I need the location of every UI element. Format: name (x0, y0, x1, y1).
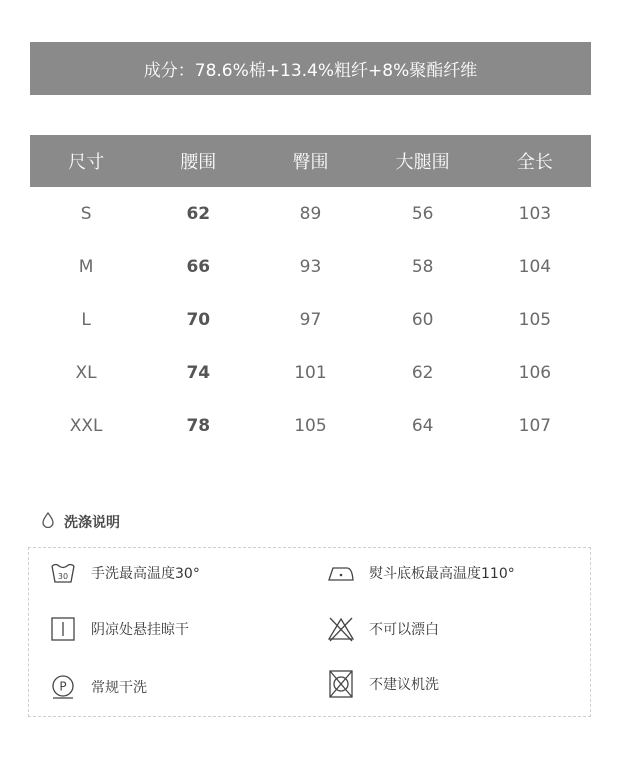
table-row (30, 240, 591, 293)
care-label: 不建议机洗 (369, 677, 439, 693)
cell-size: XXL (69, 415, 103, 436)
no-tumble-dry-icon (327, 670, 355, 698)
iron-icon (327, 559, 355, 587)
cell-size: XL (75, 362, 97, 383)
care-item-no-bleach (327, 615, 439, 643)
composition-text: 成分：78.6%棉+13.4%粗纤+8%聚酯纤维 (143, 61, 478, 81)
svg-text:P: P (59, 679, 67, 694)
hang-dry-icon (49, 615, 77, 643)
care-label: 阴凉处悬挂晾干 (91, 622, 189, 638)
cell-thigh: 64 (411, 415, 434, 436)
cell-thigh: 58 (411, 256, 434, 277)
cell-waist: 62 (186, 203, 211, 224)
care-label: 常规干洗 (91, 680, 147, 696)
header-size: 尺寸 (30, 135, 142, 187)
table-row (30, 346, 591, 399)
cell-waist: 70 (186, 309, 211, 330)
cell-thigh: 56 (411, 203, 434, 224)
table-header-row (30, 135, 591, 187)
water-drop-icon (42, 512, 54, 532)
header-waist: 腰围 (142, 135, 254, 187)
cell-length: 103 (518, 203, 552, 224)
cell-length: 104 (518, 256, 552, 277)
table-row (30, 293, 591, 346)
composition-banner (30, 42, 591, 95)
care-instructions-box (28, 547, 591, 717)
cell-thigh: 60 (411, 309, 434, 330)
cell-size: S (80, 203, 92, 224)
cell-hip: 89 (299, 203, 322, 224)
cell-waist: 74 (186, 362, 211, 383)
care-label: 不可以漂白 (369, 622, 439, 638)
care-label: 手洗最高温度30° (91, 566, 200, 582)
cell-size: M (78, 256, 94, 277)
cell-waist: 66 (186, 256, 211, 277)
cell-hip: 97 (299, 309, 322, 330)
care-title-text: 洗涤说明 (64, 515, 120, 531)
cell-length: 107 (518, 415, 552, 436)
cell-hip: 105 (294, 415, 327, 436)
table-row (30, 399, 591, 452)
care-item-no-machine-wash (327, 670, 439, 698)
care-item-hang-dry (49, 615, 189, 643)
care-item-iron (327, 559, 515, 587)
cell-length: 105 (518, 309, 552, 330)
hand-wash-30-icon (49, 559, 77, 587)
header-hip: 臀围 (254, 135, 366, 187)
care-label: 熨斗底板最高温度110° (369, 566, 515, 582)
table-row (30, 187, 591, 240)
no-bleach-icon (327, 615, 355, 643)
cell-waist: 78 (186, 415, 211, 436)
care-item-dry-clean (49, 673, 147, 701)
header-thigh: 大腿围 (367, 135, 479, 187)
care-item-hand-wash (49, 559, 200, 587)
care-instructions-title (42, 512, 120, 532)
header-length: 全长 (479, 135, 591, 187)
cell-length: 106 (518, 362, 552, 383)
size-chart-table (30, 135, 591, 452)
svg-text:30: 30 (57, 572, 69, 581)
cell-hip: 101 (294, 362, 327, 383)
cell-size: L (81, 309, 91, 330)
cell-hip: 93 (299, 256, 322, 277)
dry-clean-p-icon (49, 673, 77, 701)
cell-thigh: 62 (411, 362, 434, 383)
